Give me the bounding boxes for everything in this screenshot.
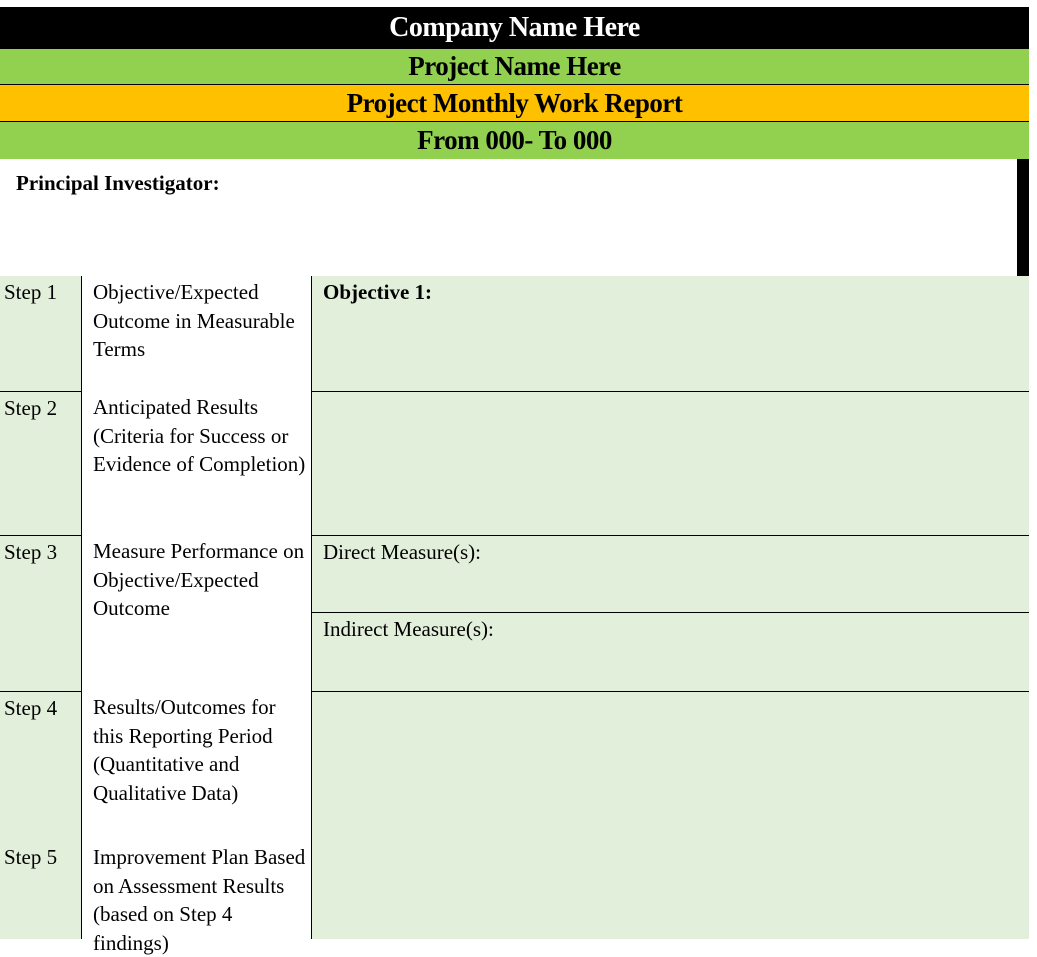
project-name-header: Project Name Here — [0, 48, 1029, 84]
step-3-description: Measure Performance on Objective/Expected Outcome — [82, 535, 312, 691]
step-2-description: Anticipated Results (Criteria for Success or Evidence of Completion) — [82, 391, 312, 535]
step-5-label: Step 5 — [0, 841, 82, 939]
step-3-indirect-measure-cell[interactable]: Indirect Measure(s): — [312, 612, 1029, 691]
date-range-header: From 000- To 000 — [0, 121, 1029, 159]
step-2-value-cell[interactable] — [312, 391, 1029, 535]
step-1-description: Objective/Expected Outcome in Measurable Terms — [82, 276, 312, 391]
report-title-header: Project Monthly Work Report — [0, 84, 1029, 121]
step-1-label: Step 1 — [0, 276, 82, 391]
company-name-header: Company Name Here — [0, 7, 1029, 48]
step-5-description: Improvement Plan Based on Assessment Results (based on Step 4 findings) — [82, 841, 312, 939]
principal-investigator-label: Principal Investigator: — [16, 171, 220, 195]
step-2-label: Step 2 — [0, 391, 82, 535]
step-3-label: Step 3 — [0, 535, 82, 691]
step-1-value-cell[interactable]: Objective 1: — [312, 276, 1029, 391]
step-4-5-value-cell[interactable] — [312, 691, 1029, 939]
step-4-description: Results/Outcomes for this Reporting Period (Quantitative and Qualitative Data) — [82, 691, 312, 841]
step-3-direct-measure-cell[interactable]: Direct Measure(s): — [312, 535, 1029, 612]
principal-investigator-box[interactable] — [0, 159, 1029, 276]
step-4-label: Step 4 — [0, 691, 82, 841]
